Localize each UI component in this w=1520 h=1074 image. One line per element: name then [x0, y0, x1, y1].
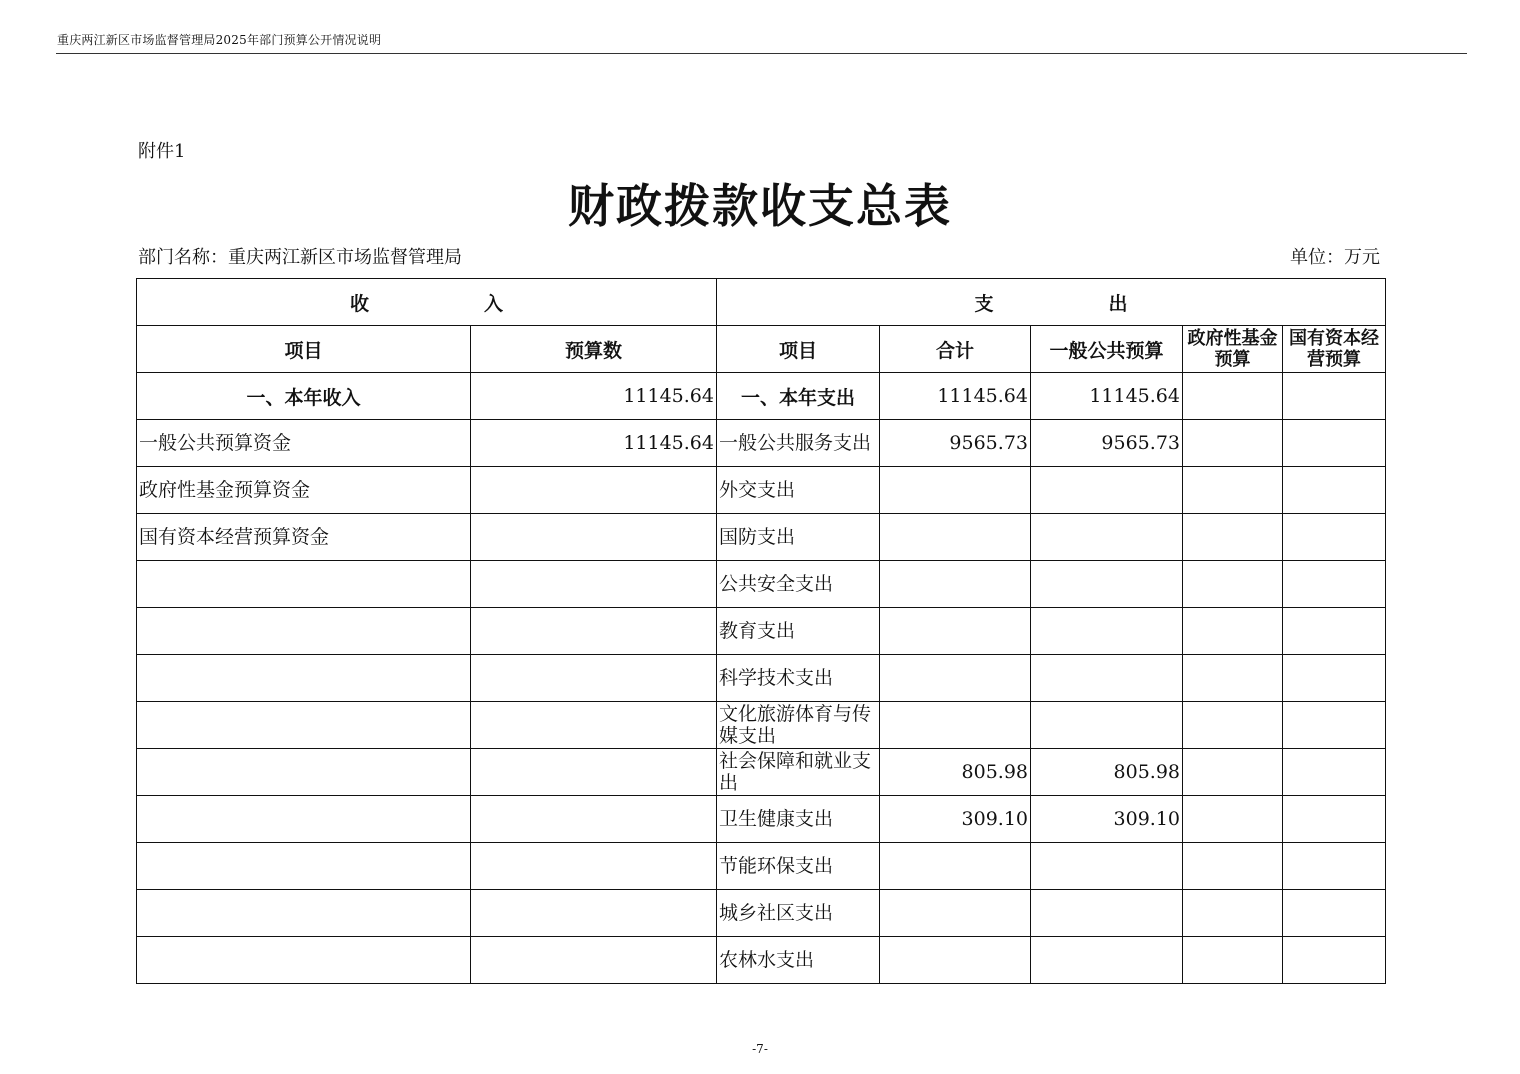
- state-capital-cell: [1283, 420, 1386, 467]
- general-budget-cell: [1031, 843, 1183, 890]
- total-cell: [880, 655, 1031, 702]
- page-number: -7-: [752, 1042, 768, 1056]
- general-budget-cell: 9565.73: [1031, 420, 1183, 467]
- gov-fund-cell: [1183, 843, 1283, 890]
- income-item-cell: [137, 749, 471, 796]
- expense-item-cell: 农林水支出: [717, 937, 880, 984]
- income-header-char-1: 收: [349, 292, 369, 315]
- income-item-cell: [137, 561, 471, 608]
- table-row: [137, 655, 1386, 702]
- table-row: [137, 561, 1386, 608]
- col-total: 合计: [880, 326, 1031, 373]
- income-item-cell: 国有资本经营预算资金: [137, 514, 471, 561]
- state-capital-cell: [1283, 561, 1386, 608]
- gov-fund-cell: [1183, 514, 1283, 561]
- section-header-row: [137, 279, 1386, 326]
- table-row: [137, 420, 1386, 467]
- total-cell: [880, 514, 1031, 561]
- state-capital-cell: [1283, 937, 1386, 984]
- income-item-cell: 一、本年收入: [137, 373, 471, 420]
- income-budget-cell: [471, 749, 717, 796]
- page-title: 财政拨款收支总表: [568, 179, 952, 233]
- income-budget-cell: 11145.64: [471, 373, 717, 420]
- expense-item-cell: 文化旅游体育与传媒支出: [717, 702, 880, 749]
- total-cell: 309.10: [880, 796, 1031, 843]
- unit-label: 单位：万元: [1290, 247, 1380, 268]
- gov-fund-cell: [1183, 608, 1283, 655]
- table-row: [137, 890, 1386, 937]
- general-budget-cell: [1031, 890, 1183, 937]
- general-budget-cell: 309.10: [1031, 796, 1183, 843]
- col-gov-fund: 政府性基金预算: [1183, 326, 1283, 373]
- gov-fund-cell: [1183, 655, 1283, 702]
- income-budget-cell: [471, 937, 717, 984]
- general-budget-cell: [1031, 655, 1183, 702]
- table-row: [137, 796, 1386, 843]
- total-cell: [880, 843, 1031, 890]
- general-budget-cell: 11145.64: [1031, 373, 1183, 420]
- expense-item-cell: 外交支出: [717, 467, 880, 514]
- table-row: [137, 373, 1386, 420]
- income-budget-cell: [471, 514, 717, 561]
- state-capital-cell: [1283, 373, 1386, 420]
- general-budget-cell: [1031, 561, 1183, 608]
- state-capital-cell: [1283, 467, 1386, 514]
- attachment-label: 附件1: [138, 141, 186, 162]
- table-row: [137, 843, 1386, 890]
- income-header-char-2: 入: [484, 292, 504, 315]
- header-rule: [56, 53, 1467, 54]
- general-budget-cell: [1031, 608, 1183, 655]
- gov-fund-cell: [1183, 937, 1283, 984]
- general-budget-cell: [1031, 702, 1183, 749]
- gov-fund-cell: [1183, 420, 1283, 467]
- table-row: [137, 467, 1386, 514]
- income-item-cell: [137, 796, 471, 843]
- income-item-cell: [137, 608, 471, 655]
- gov-fund-cell: [1183, 796, 1283, 843]
- running-header: 重庆两江新区市场监督管理局2025年部门预算公开情况说明: [57, 33, 382, 47]
- income-budget-cell: [471, 796, 717, 843]
- total-cell: [880, 937, 1031, 984]
- expense-item-cell: 一般公共服务支出: [717, 420, 880, 467]
- income-budget-cell: 11145.64: [471, 420, 717, 467]
- income-budget-cell: [471, 655, 717, 702]
- gov-fund-cell: [1183, 702, 1283, 749]
- total-cell: [880, 702, 1031, 749]
- income-item-cell: 政府性基金预算资金: [137, 467, 471, 514]
- total-cell: [880, 890, 1031, 937]
- expense-item-cell: 卫生健康支出: [717, 796, 880, 843]
- state-capital-cell: [1283, 796, 1386, 843]
- state-capital-cell: [1283, 514, 1386, 561]
- table-row: [137, 749, 1386, 796]
- col-state-capital: 国有资本经营预算: [1283, 326, 1386, 373]
- expense-header-char-2: 出: [1108, 292, 1128, 315]
- general-budget-cell: [1031, 467, 1183, 514]
- expense-header-char-1: 支: [974, 292, 994, 315]
- gov-fund-cell: [1183, 561, 1283, 608]
- total-cell: [880, 608, 1031, 655]
- income-budget-cell: [471, 702, 717, 749]
- expense-item-cell: 一、本年支出: [717, 373, 880, 420]
- state-capital-cell: [1283, 608, 1386, 655]
- income-item-cell: 一般公共预算资金: [137, 420, 471, 467]
- table-row: [137, 937, 1386, 984]
- total-cell: [880, 467, 1031, 514]
- table-row: [137, 514, 1386, 561]
- col-expense-item: 项目: [717, 326, 880, 373]
- expense-item-cell: 国防支出: [717, 514, 880, 561]
- expense-item-cell: 节能环保支出: [717, 843, 880, 890]
- col-income-budget: 预算数: [471, 326, 717, 373]
- income-budget-cell: [471, 843, 717, 890]
- department-label: 部门名称：重庆两江新区市场监督管理局: [138, 247, 462, 268]
- col-income-item: 项目: [137, 326, 471, 373]
- expense-item-cell: 科学技术支出: [717, 655, 880, 702]
- budget-table: [136, 278, 1386, 984]
- expense-item-cell: 城乡社区支出: [717, 890, 880, 937]
- expense-item-cell: 公共安全支出: [717, 561, 880, 608]
- general-budget-cell: [1031, 937, 1183, 984]
- income-budget-cell: [471, 561, 717, 608]
- gov-fund-cell: [1183, 467, 1283, 514]
- total-cell: 9565.73: [880, 420, 1031, 467]
- income-budget-cell: [471, 890, 717, 937]
- general-budget-cell: 805.98: [1031, 749, 1183, 796]
- gov-fund-cell: [1183, 373, 1283, 420]
- state-capital-cell: [1283, 890, 1386, 937]
- general-budget-cell: [1031, 514, 1183, 561]
- income-item-cell: [137, 702, 471, 749]
- income-budget-cell: [471, 467, 717, 514]
- col-general-budget: 一般公共预算: [1031, 326, 1183, 373]
- income-item-cell: [137, 843, 471, 890]
- expense-item-cell: 教育支出: [717, 608, 880, 655]
- income-item-cell: [137, 655, 471, 702]
- gov-fund-cell: [1183, 890, 1283, 937]
- column-header-row: [137, 326, 1386, 373]
- state-capital-cell: [1283, 655, 1386, 702]
- expense-section-header: [717, 279, 1386, 326]
- income-section-header: [137, 279, 717, 326]
- total-cell: 11145.64: [880, 373, 1031, 420]
- state-capital-cell: [1283, 749, 1386, 796]
- gov-fund-cell: [1183, 749, 1283, 796]
- table-row: [137, 608, 1386, 655]
- table-row: [137, 702, 1386, 749]
- state-capital-cell: [1283, 843, 1386, 890]
- total-cell: 805.98: [880, 749, 1031, 796]
- income-item-cell: [137, 890, 471, 937]
- expense-item-cell: 社会保障和就业支出: [717, 749, 880, 796]
- total-cell: [880, 561, 1031, 608]
- state-capital-cell: [1283, 702, 1386, 749]
- income-budget-cell: [471, 608, 717, 655]
- income-item-cell: [137, 937, 471, 984]
